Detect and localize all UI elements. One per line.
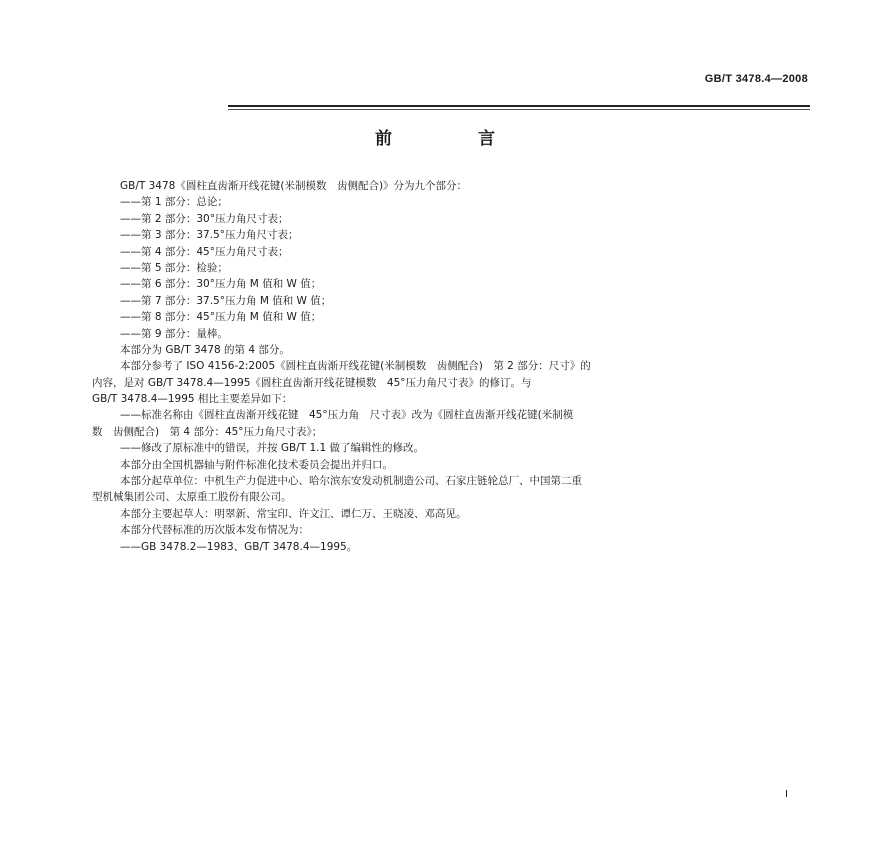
part-item-7: ——第 7 部分：37.5°压力角 M 值和 W 值； [120,294,332,307]
part-item-2: ——第 2 部分：30°压力角尺寸表； [120,212,289,225]
page-title: 前 言 [375,129,535,149]
header-rule [228,105,810,107]
part-item-5: ——第 5 部分：检验； [120,261,228,274]
paragraph-history: 本部分代替标准的历次版本发布情况为： [120,524,309,537]
paragraph-drafting-units-line-1: 本部分起草单位：中机生产力促进中心、哈尔滨东安发动机制造公司、石家庄链轮总厂、中国第二重 [120,475,582,488]
change-item-2: ——修改了原标准中的错误，并按 GB/T 1.1 做了编辑性的修改。 [120,442,425,455]
standard-code: GB/T 3478.4—2008 [704,73,808,85]
part-item-4: ——第 4 部分：45°压力角尺寸表； [120,245,289,258]
header-rule-secondary [228,109,810,110]
foreword-body [92,178,780,555]
paragraph-committee: 本部分由全国机器轴与附件标准化技术委员会提出并归口。 [120,458,393,471]
intro-paragraph: GB/T 3478《圆柱直齿渐开线花键(米制模数 齿侧配合)》分为九个部分： [120,180,468,192]
part-item-1: ——第 1 部分：总论； [120,196,228,209]
history-item: ——GB 3478.2—1983、GB/T 3478.4—1995。 [120,540,358,553]
part-item-9: ——第 9 部分：量棒。 [120,327,228,340]
part-item-6: ——第 6 部分：30°压力角 M 值和 W 值； [120,278,322,291]
part-item-3: ——第 3 部分：37.5°压力角尺寸表； [120,229,299,242]
paragraph-part-number: 本部分为 GB/T 3478 的第 4 部分。 [120,343,290,356]
change-item-1-line-2: 数 齿侧配合) 第 4 部分：45°压力角尺寸表》； [92,425,323,438]
paragraph-reference-line-3: GB/T 3478.4—1995 相比主要差异如下： [92,393,293,406]
paragraph-drafting-units-line-2: 型机械集团公司、太原重工股份有限公司。 [92,491,292,504]
change-item-1-line-1: ——标准名称由《圆柱直齿渐开线花键 45°压力角 尺寸表》改为《圆柱直齿渐开线花键(米制模 [120,409,574,422]
part-item-8: ——第 8 部分：45°压力角 M 值和 W 值； [120,311,322,324]
paragraph-reference-line-2: 内容，是对 GB/T 3478.4—1995《圆柱直齿渐开线花键模数 45°压力角尺寸表》的修订。与 [92,376,532,389]
paragraph-reference-line-1: 本部分参考了 ISO 4156-2:2005《圆柱直齿渐开线花键(米制模数 齿侧配合) 第 2 部分：尺寸》的 [120,360,591,373]
page-number: I [785,789,788,800]
paragraph-drafters: 本部分主要起草人：明翠新、常宝印、许文江、谭仁万、王晓凌、邓高见。 [120,507,467,520]
